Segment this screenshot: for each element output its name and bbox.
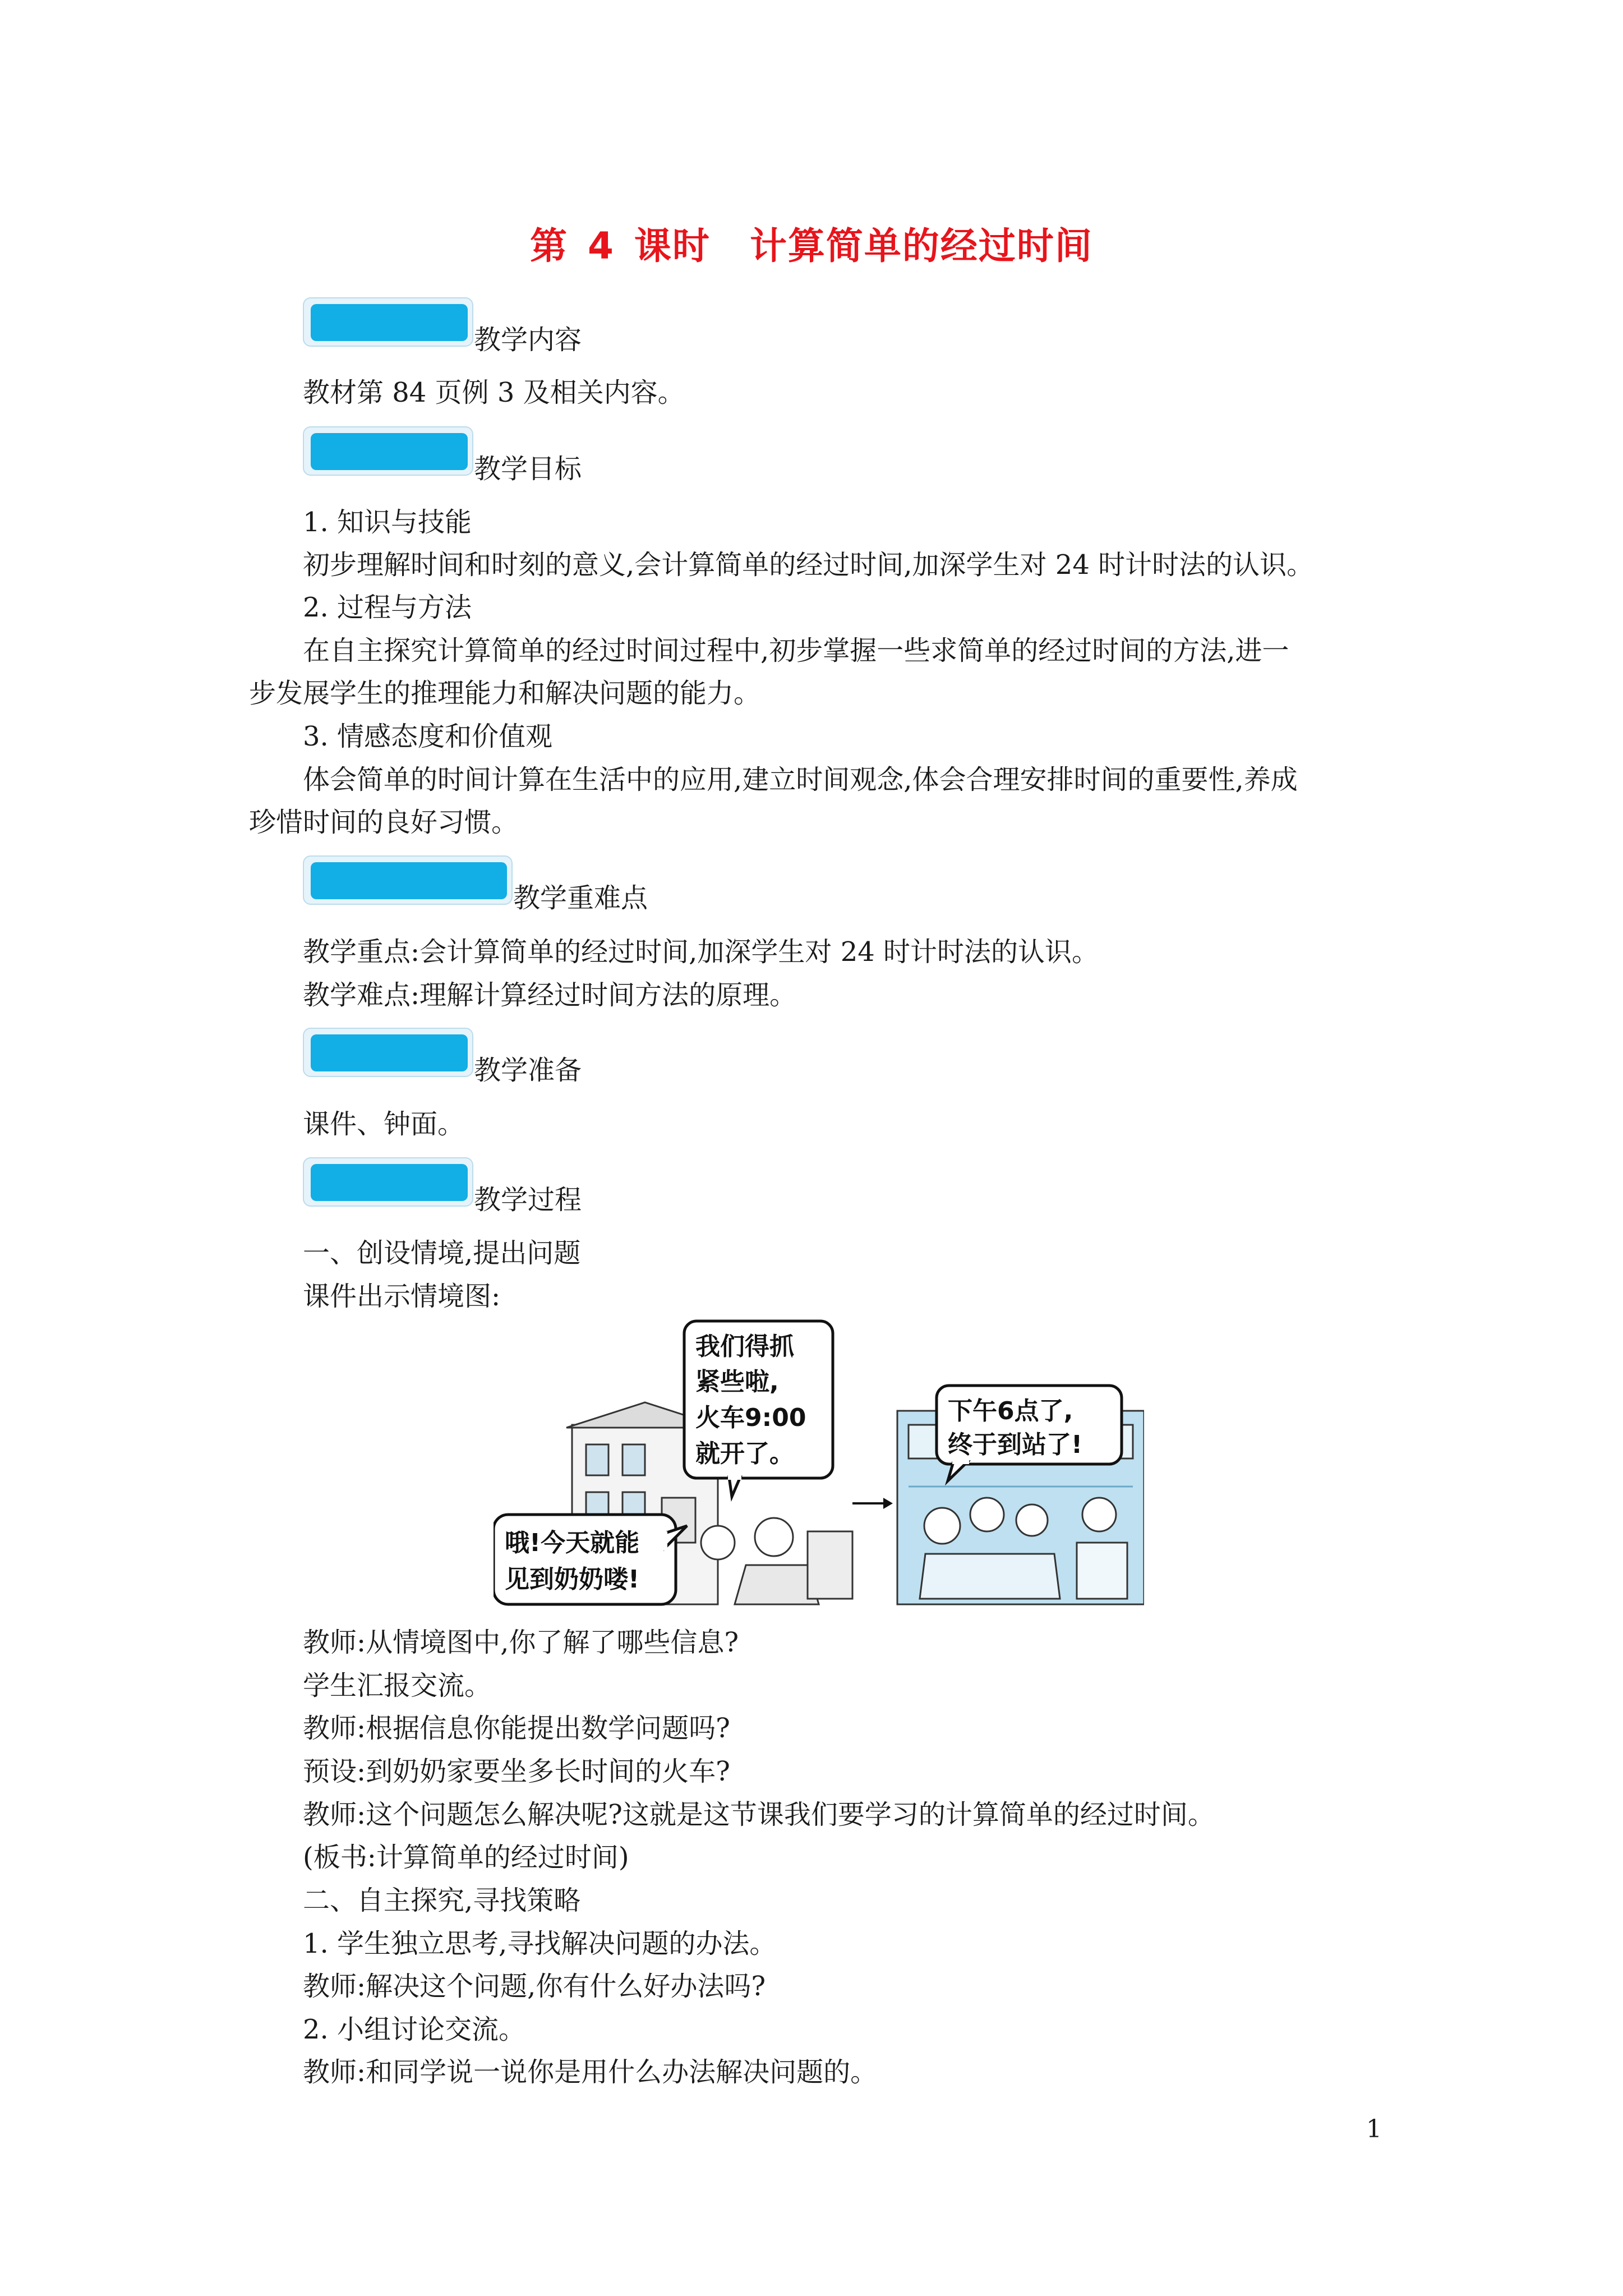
lesson-number: 第 4 课时 [530,224,711,268]
bubble2-line2: 见到奶奶喽! [505,1565,640,1594]
speech-bubble-child [494,1515,687,1604]
bubble3-line1: 下午6点了, [948,1397,1073,1425]
section-label: 教学重难点 [513,882,648,914]
paragraph: 珍惜时间的良好习惯。 [249,807,519,838]
bubble3-line2: 终于到站了! [948,1430,1083,1459]
section-label: 教学过程 [474,1184,582,1216]
section-badge [303,1028,473,1077]
section-badge [303,297,473,347]
section-label: 教学目标 [474,453,582,485]
paragraph: 3. 情感态度和价值观 [303,721,553,752]
section-badge [303,855,513,905]
paragraph: 课件、钟面。 [303,1108,465,1140]
paragraph: 教学难点:理解计算经过时间方法的原理。 [303,979,797,1011]
paragraph: 课件出示情境图: [303,1281,501,1312]
paragraph: 二、自主探究,寻找策略 [303,1885,581,1916]
paragraph: 一、创设情境,提出问题 [303,1237,581,1269]
page-title [0,216,1623,269]
paragraph: 步发展学生的推理能力和解决问题的能力。 [249,678,761,709]
paragraph: 教师:这个问题怎么解决呢?这就是这节课我们要学习的计算简单的经过时间。 [303,1799,1215,1830]
paragraph: 1. 学生独立思考,寻找解决问题的办法。 [303,1928,777,1959]
paragraph: 教师:根据信息你能提出数学问题吗? [303,1713,730,1744]
section-label: 教学内容 [474,324,582,356]
bubble1-line1: 我们得抓 [695,1332,794,1361]
paragraph: (板书:计算简单的经过时间) [303,1842,629,1873]
paragraph: 预设:到奶奶家要坐多长时间的火车? [303,1756,730,1787]
paragraph: 2. 过程与方法 [303,592,472,623]
paragraph: 初步理解时间和时刻的意义,会计算简单的经过时间,加深学生对 24 时计时法的认识。 [303,549,1314,581]
situation-illustration [494,1318,1144,1610]
paragraph: 2. 小组讨论交流。 [303,2014,526,2045]
paragraph: 教师:解决这个问题,你有什么好办法吗? [303,1971,766,2002]
lesson-title: 计算简单的经过时间 [749,224,1093,268]
transition-arrow [852,1498,893,1509]
paragraph: 学生汇报交流。 [303,1670,492,1701]
paragraph: 教师:从情境图中,你了解了哪些信息? [303,1627,739,1658]
speech-bubble-parent [684,1321,833,1497]
bubble2-line1: 哦!今天就能 [505,1529,640,1557]
section-label: 教学准备 [474,1055,582,1086]
section-badge [303,1157,473,1207]
bubble1-line3: 火车9:00 [695,1404,806,1432]
paragraph: 教材第 84 页例 3 及相关内容。 [303,377,685,408]
bubble1-line2: 紧些啦, [695,1368,779,1396]
paragraph: 教学重点:会计算简单的经过时间,加深学生对 24 时计时法的认识。 [303,936,1099,968]
section-badge [303,426,473,476]
paragraph: 在自主探究计算简单的经过时间过程中,初步掌握一些求简单的经过时间的方法,进一 [303,635,1289,666]
page-number: 1 [1366,2115,1382,2143]
paragraph: 教师:和同学说一说你是用什么办法解决问题的。 [303,2056,878,2088]
paragraph: 体会简单的时间计算在生活中的应用,建立时间观念,体会合理安排时间的重要性,养成 [303,764,1298,795]
bubble1-line4: 就开了。 [695,1439,794,1468]
paragraph: 1. 知识与技能 [303,507,472,538]
